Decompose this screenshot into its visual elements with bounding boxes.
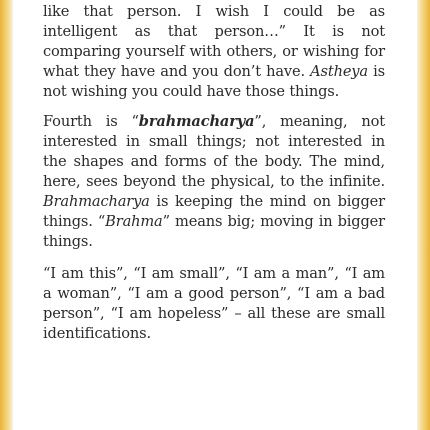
right-border-decoration <box>417 0 430 430</box>
body-text <box>43 0 385 356</box>
text-segment: like that person. I wish I could be as intelligent as that person…” It is not comparing yourself with others, or wishing for what they have and you don’t have. <box>43 3 385 80</box>
left-border-decoration <box>0 0 13 430</box>
paragraph-brahmacharya <box>43 112 385 252</box>
text-segment: “I am this”, “I am small”, “I am a man”, “I am a woman”, “I am a good person”, “I am a bad person”, “I am hopeless” – all these are small identifications. <box>43 265 385 342</box>
text-segment: ”, meaning, not interested in small things; not interested in the shapes and forms of the body. The mind, here, sees beyond the physical, to the infinite. <box>43 113 385 190</box>
term-brahma: Brahma <box>105 213 163 230</box>
term-brahmacharya: Brahmacharya <box>43 193 150 210</box>
term-astheya: Astheya <box>310 63 368 80</box>
paragraph-identifications <box>43 264 385 344</box>
text-segment: is not wishing you could have those things. <box>43 63 385 100</box>
term-brahmacharya-heading: brahmacharya <box>138 113 255 130</box>
text-segment: is keeping the mind on bigger things. “ <box>43 193 385 230</box>
paragraph-astheya <box>43 0 385 102</box>
text-segment: ” means big; moving in bigger things. <box>43 213 385 250</box>
text-segment: Fourth is “ <box>43 113 139 130</box>
